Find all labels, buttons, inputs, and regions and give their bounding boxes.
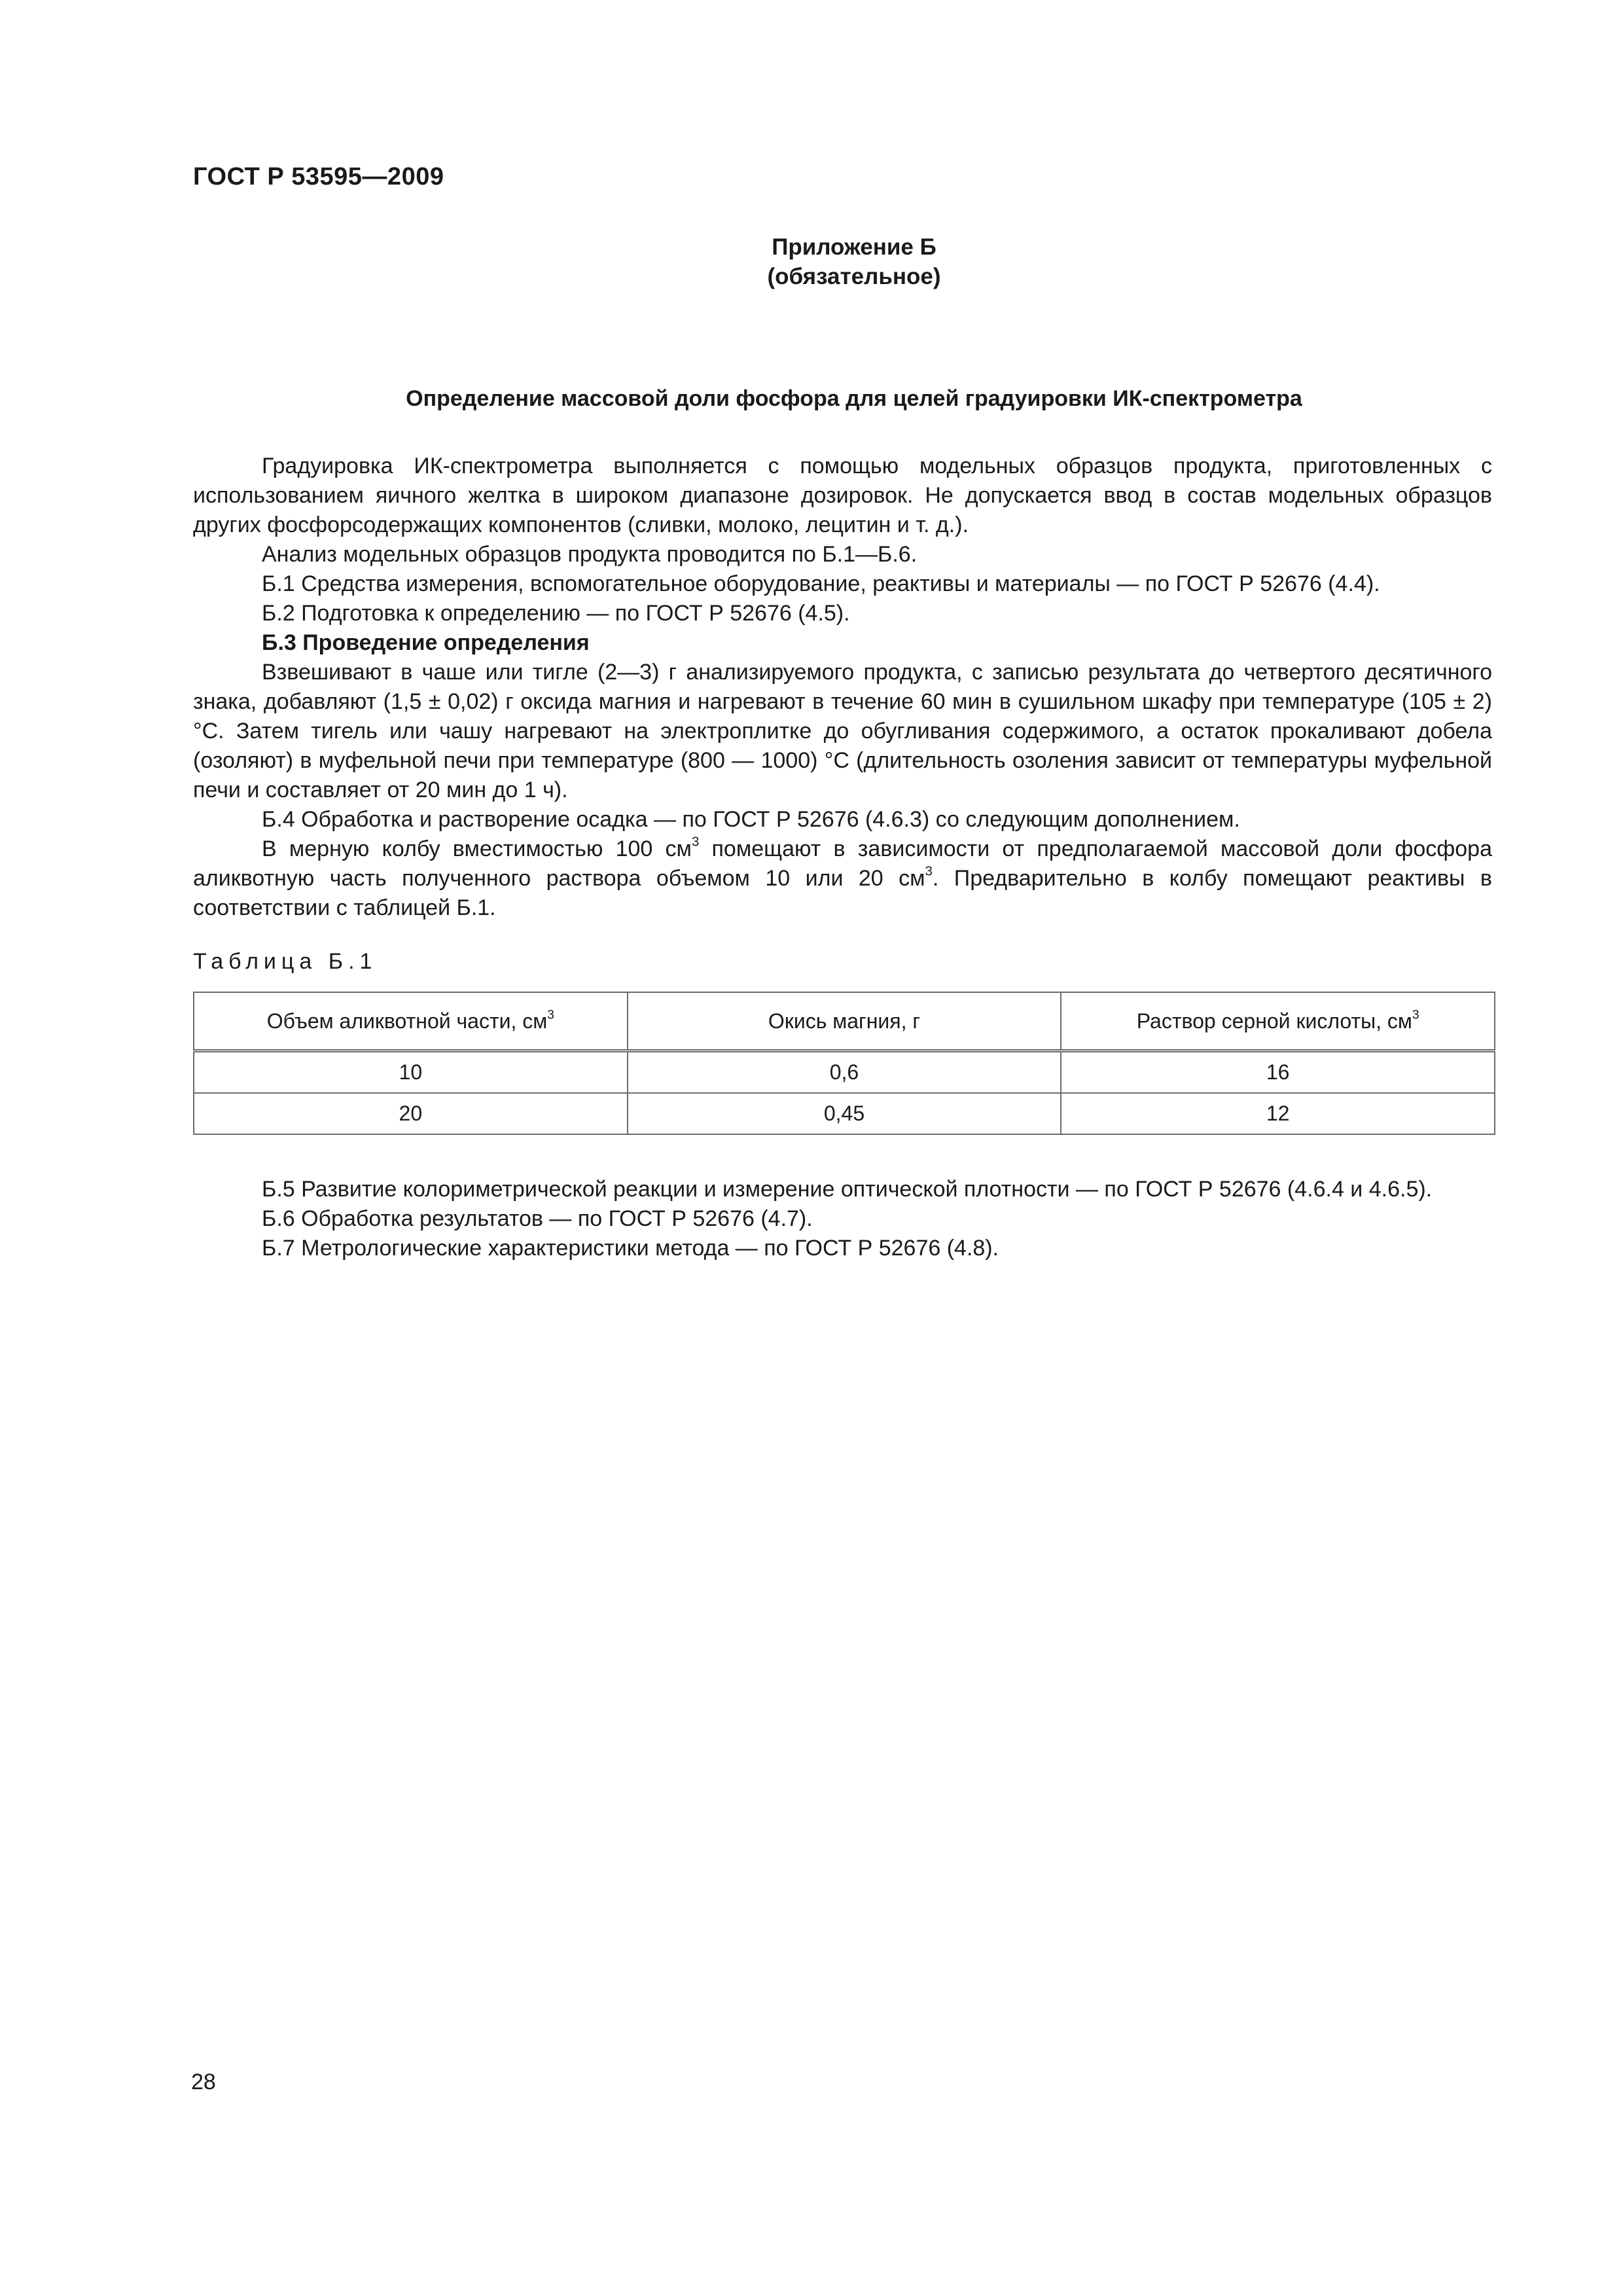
table-cell: 10 — [194, 1051, 628, 1094]
appendix-title: Приложение Б — [772, 234, 936, 260]
paragraph-b5: Б.5 Развитие колориметрической реакции и измерение оптической плотности — по ГОСТ Р 52676 (4.6.4 и 4.6.5). — [262, 1177, 1433, 1202]
paragraph-intro: Градуировка ИК-спектрометра выполняется с помощью модельных образцов продукта, приготовленных с использованием яичного желтка в широком диапазоне дозировок. Не допускается ввод в состав модельных образцов других фосфорсодержащих компонентов (сливки, молоко, лецитин и т. д.). — [193, 454, 1492, 537]
document-code: ГОСТ Р 53595—2009 — [193, 163, 444, 190]
paragraph-b3-heading: Б.3 Проведение определения — [262, 630, 590, 655]
table-row — [194, 1051, 1495, 1094]
b4-text-part2: помещают в зависимости от предполагаемой массовой доли фосфора аликвотную часть полученного раствора объемом 10 или 20 см — [193, 836, 1492, 891]
table-cell: 0,6 — [628, 1051, 1061, 1094]
section-title: Определение массовой доли фосфора для целей градуировки ИК-спектрометра — [406, 386, 1302, 411]
table-header-cell — [1061, 992, 1495, 1051]
table-cell: 16 — [1061, 1051, 1495, 1094]
table-cell: 20 — [194, 1093, 628, 1134]
b4-text-sup1: 3 — [691, 834, 700, 850]
table-header-cell — [194, 992, 628, 1051]
table-header-text: Объем аликвотной части, см — [266, 1009, 548, 1033]
b4-text-part1: В мерную колбу вместимостью 100 см — [262, 836, 692, 861]
paragraph-b4: Б.4 Обработка и растворение осадка — по ГОСТ Р 52676 (4.6.3) со следующим дополнением. — [262, 807, 1240, 832]
page-number: 28 — [191, 2070, 216, 2094]
paragraph-b3-text: Взвешивают в чаше или тигле (2—3) г анализируемого продукта, с записью результата до четвертого десятичного знака, добавляют (1,5 ± 0,02) г оксида магния и нагревают в течение 60 мин в сушильном шкафу при температуре (105 ± 2) °С. Затем тигель или чашу нагревают на электроплитке до обугливания содержимого, а остаток прокаливают добела (озоляют) в муфельной печи при температуре (800 — 1000) °С (длительность озоления зависит от температуры муфельной печи и составляет от 20 мин до 1 ч). — [193, 660, 1492, 802]
table-header-row — [194, 992, 1495, 1051]
paragraph-b6: Б.6 Обработка результатов — по ГОСТ Р 52676 (4.7). — [262, 1206, 813, 1231]
b4-text-part3: . Предварительно в колбу помещают реактивы в соответствии с таблицей Б.1. — [193, 866, 1492, 920]
paragraph-b7: Б.7 Метрологические характеристики метода — по ГОСТ Р 52676 (4.8). — [262, 1236, 999, 1261]
table-cell: 12 — [1061, 1093, 1495, 1134]
table-header-sup: 3 — [547, 1008, 554, 1022]
table-row — [194, 1093, 1495, 1134]
paragraph-b1: Б.1 Средства измерения, вспомогательное оборудование, реактивы и материалы — по ГОСТ Р 52676 (4.4). — [262, 571, 1380, 596]
appendix-heading — [0, 232, 1623, 291]
table-cell: 0,45 — [628, 1093, 1061, 1134]
table-header-text: Раствор серной кислоты, см — [1136, 1009, 1412, 1033]
paragraph-b4-text — [193, 834, 1492, 923]
paragraph-b2: Б.2 Подготовка к определению — по ГОСТ Р 52676 (4.5). — [262, 601, 850, 626]
b4-text-sup2: 3 — [925, 864, 933, 879]
table-header-cell — [628, 992, 1061, 1051]
body-text-upper — [193, 452, 1492, 923]
body-text-lower — [193, 1175, 1492, 1263]
table-header-text: Окись магния, г — [768, 1009, 921, 1033]
paragraph-analysis: Анализ модельных образцов продукта проводится по Б.1—Б.6. — [262, 542, 918, 567]
table-caption: Таблица Б.1 — [193, 949, 378, 974]
appendix-status: (обязательное) — [767, 264, 941, 289]
table-header-sup: 3 — [1412, 1008, 1419, 1022]
table-b1 — [193, 992, 1495, 1135]
